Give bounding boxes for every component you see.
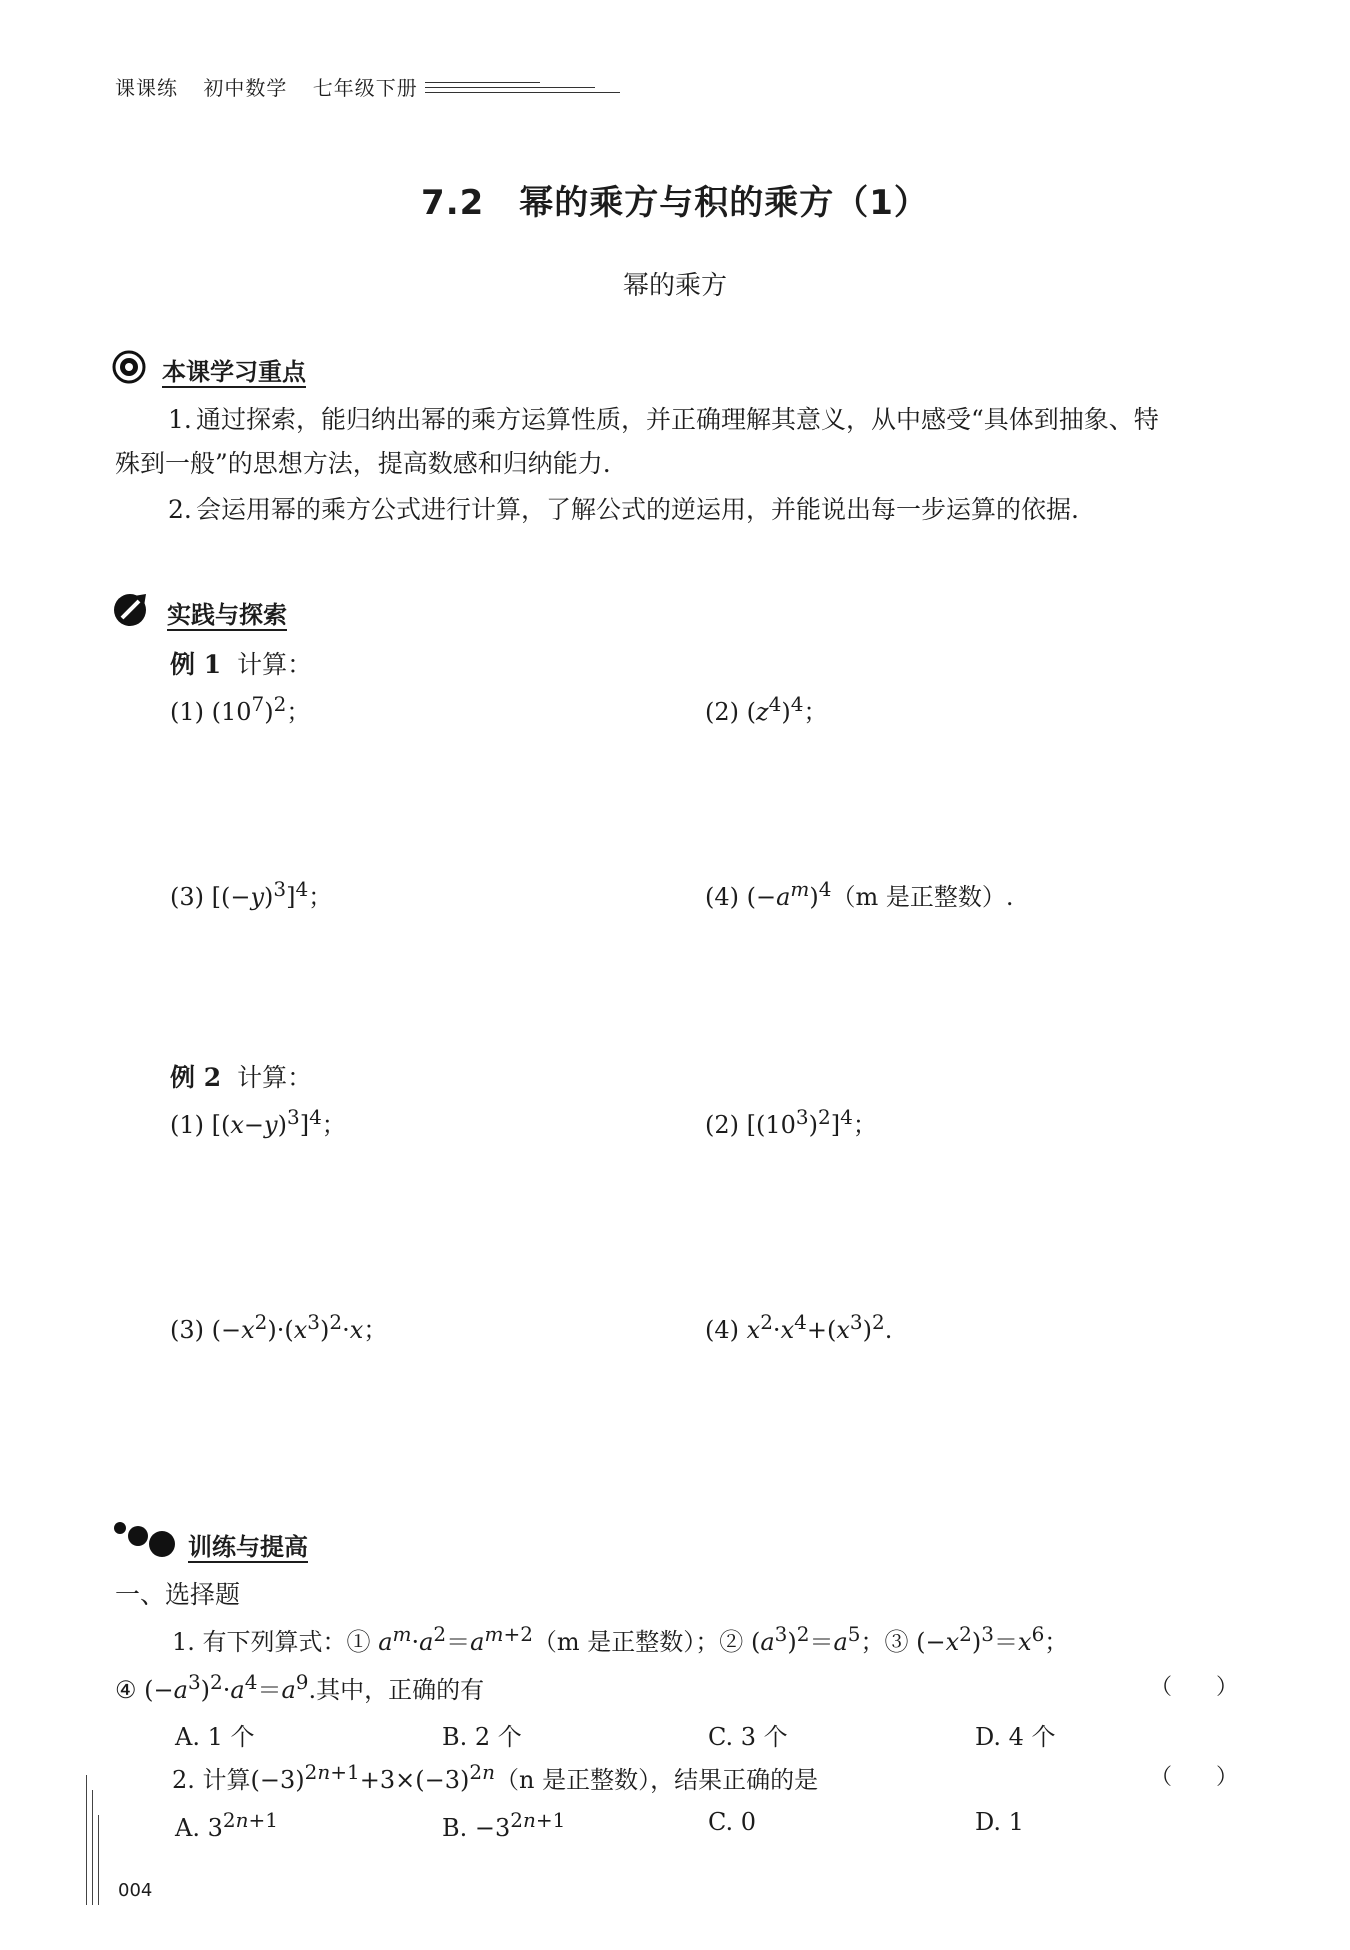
q2-option-c[interactable]: C. 0 — [708, 1808, 757, 1836]
example1-item2: (2) $(z^4)^4$； — [705, 692, 828, 726]
q2-answer-paren[interactable]: （ ） — [1150, 1765, 1239, 1790]
focus-point-1-num: 1. — [168, 405, 192, 434]
example1-item4: (4) $(-a^m)^4(m$ 是正整数）. — [705, 877, 1014, 911]
example1-item3: (3) $[(-y)^3]^4$； — [170, 877, 333, 911]
example1-label — [170, 645, 312, 681]
q1-option-c[interactable]: C. 3 个 — [708, 1723, 788, 1751]
example1-item1: (1) $(10^7)^2$； — [170, 692, 311, 726]
example2-item1: (1) $[(x-y)^3]^4$； — [170, 1105, 346, 1139]
example2-prompt: 计算： — [237, 1063, 313, 1092]
q1-stem-line1: 1. 有下列算式：① $a^m\cdot a^2=a^{m+2}(m$ 是正整数）；② $(a^3)^2=a^5$；③ $(-x^2)^3=x^6$； — [172, 1622, 1069, 1656]
lesson-subtitle: 幂的乘方 — [622, 271, 727, 301]
subject-name: 初中数学 — [203, 76, 288, 100]
focus-icon — [112, 350, 146, 388]
practice-icon — [112, 590, 152, 632]
margin-line-2 — [92, 1790, 93, 1905]
example2-item2: (2) $[(10^3)^2]^4$； — [705, 1105, 877, 1139]
practice-heading: 实践与探索 — [167, 601, 287, 629]
page-number: 004 — [118, 1880, 153, 1901]
choice-part-label: 一、选择题 — [115, 1580, 241, 1609]
example1-item4-note: （m 是正整数）. — [831, 883, 1014, 911]
header-rule-3 — [425, 92, 620, 93]
running-header — [115, 72, 436, 101]
q1-option-d[interactable]: D. 4 个 — [975, 1723, 1056, 1751]
focus-point-2-num: 2. — [168, 495, 192, 524]
q2-option-d[interactable]: D. 1 — [975, 1808, 1024, 1836]
q1-option-a[interactable]: A. 1 个 — [175, 1723, 255, 1751]
example2-label — [170, 1058, 312, 1094]
focus-point-1-line2: 殊到一般”的思想方法，提高数感和归纳能力. — [115, 449, 611, 478]
q2-option-a[interactable]: A. $3^{2n+1}$ — [175, 1808, 278, 1842]
focus-point-1-line1: 通过探索，能归纳出幂的乘方运算性质，并正确理解其意义，从中感受“具体到抽象、特 — [196, 405, 1159, 434]
training-heading: 训练与提高 — [188, 1533, 308, 1561]
example1-number: 例 1 — [170, 650, 222, 679]
q1-option-b[interactable]: B. 2 个 — [442, 1723, 522, 1751]
lesson-title: 7.2 幂的乘方与积的乘方（1） — [421, 183, 929, 223]
q2-option-b[interactable]: B. $-3^{2n+1}$ — [442, 1808, 566, 1842]
example2-number: 例 2 — [170, 1063, 222, 1092]
header-rule-2 — [425, 87, 595, 88]
example2-item4: (4) $x^2\cdot x^4+(x^3)^2$. — [705, 1310, 893, 1344]
q1-answer-paren[interactable]: （ ） — [1150, 1675, 1239, 1700]
margin-line-3 — [98, 1815, 99, 1905]
book-name: 课课练 — [115, 76, 178, 100]
margin-line-1 — [86, 1775, 87, 1905]
focus-point-2-text: 会运用幂的乘方公式进行计算，了解公式的逆运用，并能说出每一步运算的依据. — [196, 495, 1079, 524]
example2-item3: (3) $(-x^2)\cdot(x^3)^2\cdot x$； — [170, 1310, 388, 1344]
example1-prompt: 计算： — [237, 650, 313, 679]
grade-name: 七年级下册 — [312, 76, 418, 100]
q2-stem: 2. 计算$(-3)^{2n+1}+3\times(-3)^{2n}(n$ 是正整数），结果正确的是 — [172, 1760, 819, 1794]
focus-heading: 本课学习重点 — [162, 358, 306, 386]
header-rule-1 — [425, 82, 540, 83]
q1-stem-line2: ④ $(-a^3)^2\cdot a^4=a^9$.其中，正确的有 — [115, 1670, 485, 1704]
training-icon — [112, 1518, 180, 1562]
